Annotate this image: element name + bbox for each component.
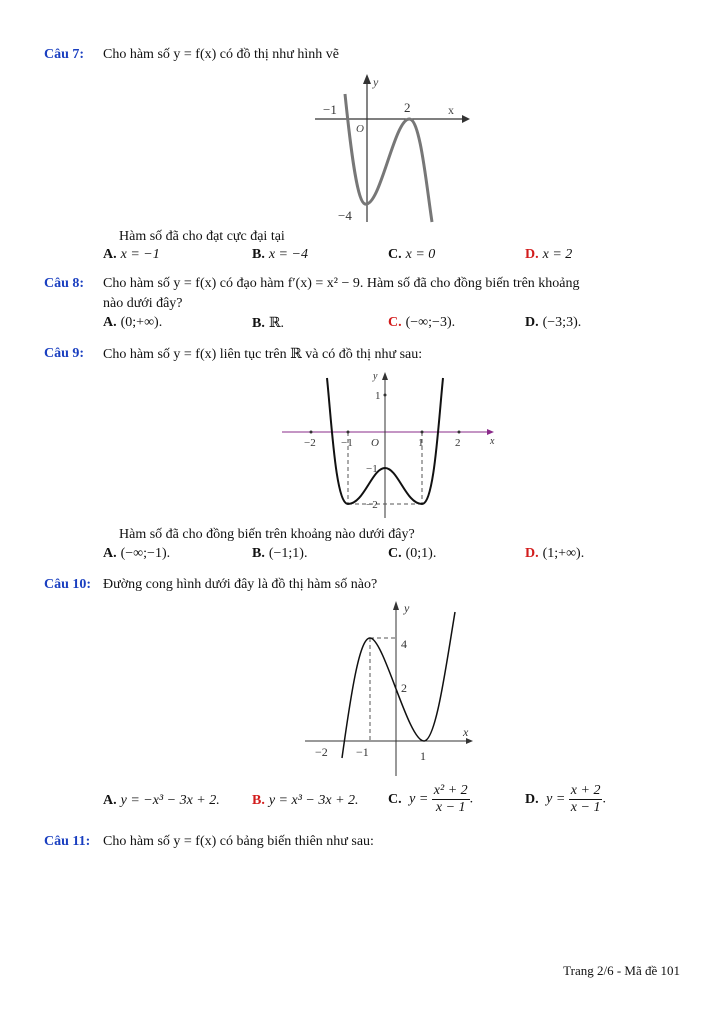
option-a: A. y = −x³ − 3x + 2. [103, 793, 220, 808]
label-x-minus2: −2 [315, 745, 328, 759]
option-b: B. ℝ. [252, 316, 284, 331]
label-x-minus1: −1 [356, 745, 369, 759]
label-y-axis: y [373, 371, 378, 382]
label-x-axis: x [490, 436, 495, 447]
q7-curve [345, 94, 432, 222]
label-y-2: 2 [401, 681, 407, 695]
option-d: D. x = 2 [525, 247, 573, 262]
label-x-2: 2 [455, 437, 461, 449]
question-text: Đường cong hình dưới đây là đồ thị hàm số nào? [103, 577, 378, 592]
question-label: Câu 7: [44, 47, 85, 62]
option-a: A. (0;+∞). [103, 315, 163, 330]
x-arrow [487, 429, 494, 435]
label-x-1: 1 [418, 437, 424, 449]
question-text: Cho hàm số y = f(x) có đạo hàm f′(x) = x² − 9. Hàm số đã cho đồng biến trên khoảng [103, 276, 580, 291]
label-y-axis: y [373, 75, 379, 89]
label-x-1: 1 [420, 749, 426, 763]
x-arrow [462, 115, 470, 123]
label-y-minus4: −4 [338, 208, 352, 223]
label-x-minus1: −1 [323, 102, 337, 117]
question-text: Cho hàm số y = f(x) liên tục trên ℝ và có đồ thị như sau: [103, 347, 423, 362]
label-y-minus1: −1 [366, 463, 378, 475]
q9-graph [280, 368, 500, 520]
option-b: B. y = x³ − 3x + 2. [252, 793, 359, 808]
option-c: C. y = $\frac{\text{x² + 2}}{x - 1}$ . [388, 783, 474, 815]
label-y-4: 4 [401, 637, 407, 651]
label-y-1: 1 [375, 390, 381, 402]
option-a: A. (−∞;−1). [103, 546, 171, 561]
label-y-minus2: −2 [366, 499, 378, 511]
label-origin: O [356, 123, 364, 135]
y-arrow [363, 74, 371, 84]
question-label: Câu 11: [44, 834, 91, 849]
option-a: A. x = −1 [103, 247, 160, 262]
y-arrow [393, 601, 399, 610]
page-footer: Trang 2/6 - Mã đề 101 [563, 963, 680, 978]
option-d: D. y = $\frac{x + 2}{x - 1}$ . [525, 783, 606, 815]
option-b: B. x = −4 [252, 247, 308, 262]
option-c: C. x = 0 [388, 247, 436, 262]
label-x-2: 2 [404, 100, 411, 115]
label-origin: O [371, 437, 379, 449]
option-c: C. (0;1). [388, 546, 437, 561]
q10-curve [342, 612, 455, 758]
label-y-axis: y [404, 601, 410, 615]
y-arrow [382, 372, 388, 380]
option-d: D. (−3;3). [525, 315, 582, 330]
q10-graph [300, 596, 480, 778]
label-x-axis: x [463, 725, 469, 739]
question-label: Câu 8: [44, 276, 85, 291]
option-c: C. (−∞;−3). [388, 315, 456, 330]
question-text: Cho hàm số y = f(x) có bảng biến thiên như sau: [103, 834, 374, 849]
label-x-minus2: −2 [304, 437, 316, 449]
fraction: $\frac{\text{x² + 2}}{x - 1}$ [433, 783, 468, 815]
question-text: Cho hàm số y = f(x) có đồ thị như hình vẽ [103, 47, 339, 62]
question-label: Câu 10: [44, 577, 92, 592]
question-prompt: Hàm số đã cho đạt cực đại tại [119, 229, 285, 244]
question-label: Câu 9: [44, 346, 85, 361]
label-x-axis: x [448, 103, 454, 117]
option-b: B. (−1;1). [252, 546, 308, 561]
option-d: D. (1;+∞). [525, 546, 585, 561]
fraction: $\frac{x + 2}{x - 1}$ [570, 783, 601, 815]
question-prompt: Hàm số đã cho đồng biến trên khoảng nào dưới đây? [119, 527, 415, 542]
label-x-minus1: −1 [341, 437, 353, 449]
q7-graph [310, 72, 470, 227]
question-text-line2: nào dưới đây? [103, 296, 183, 311]
